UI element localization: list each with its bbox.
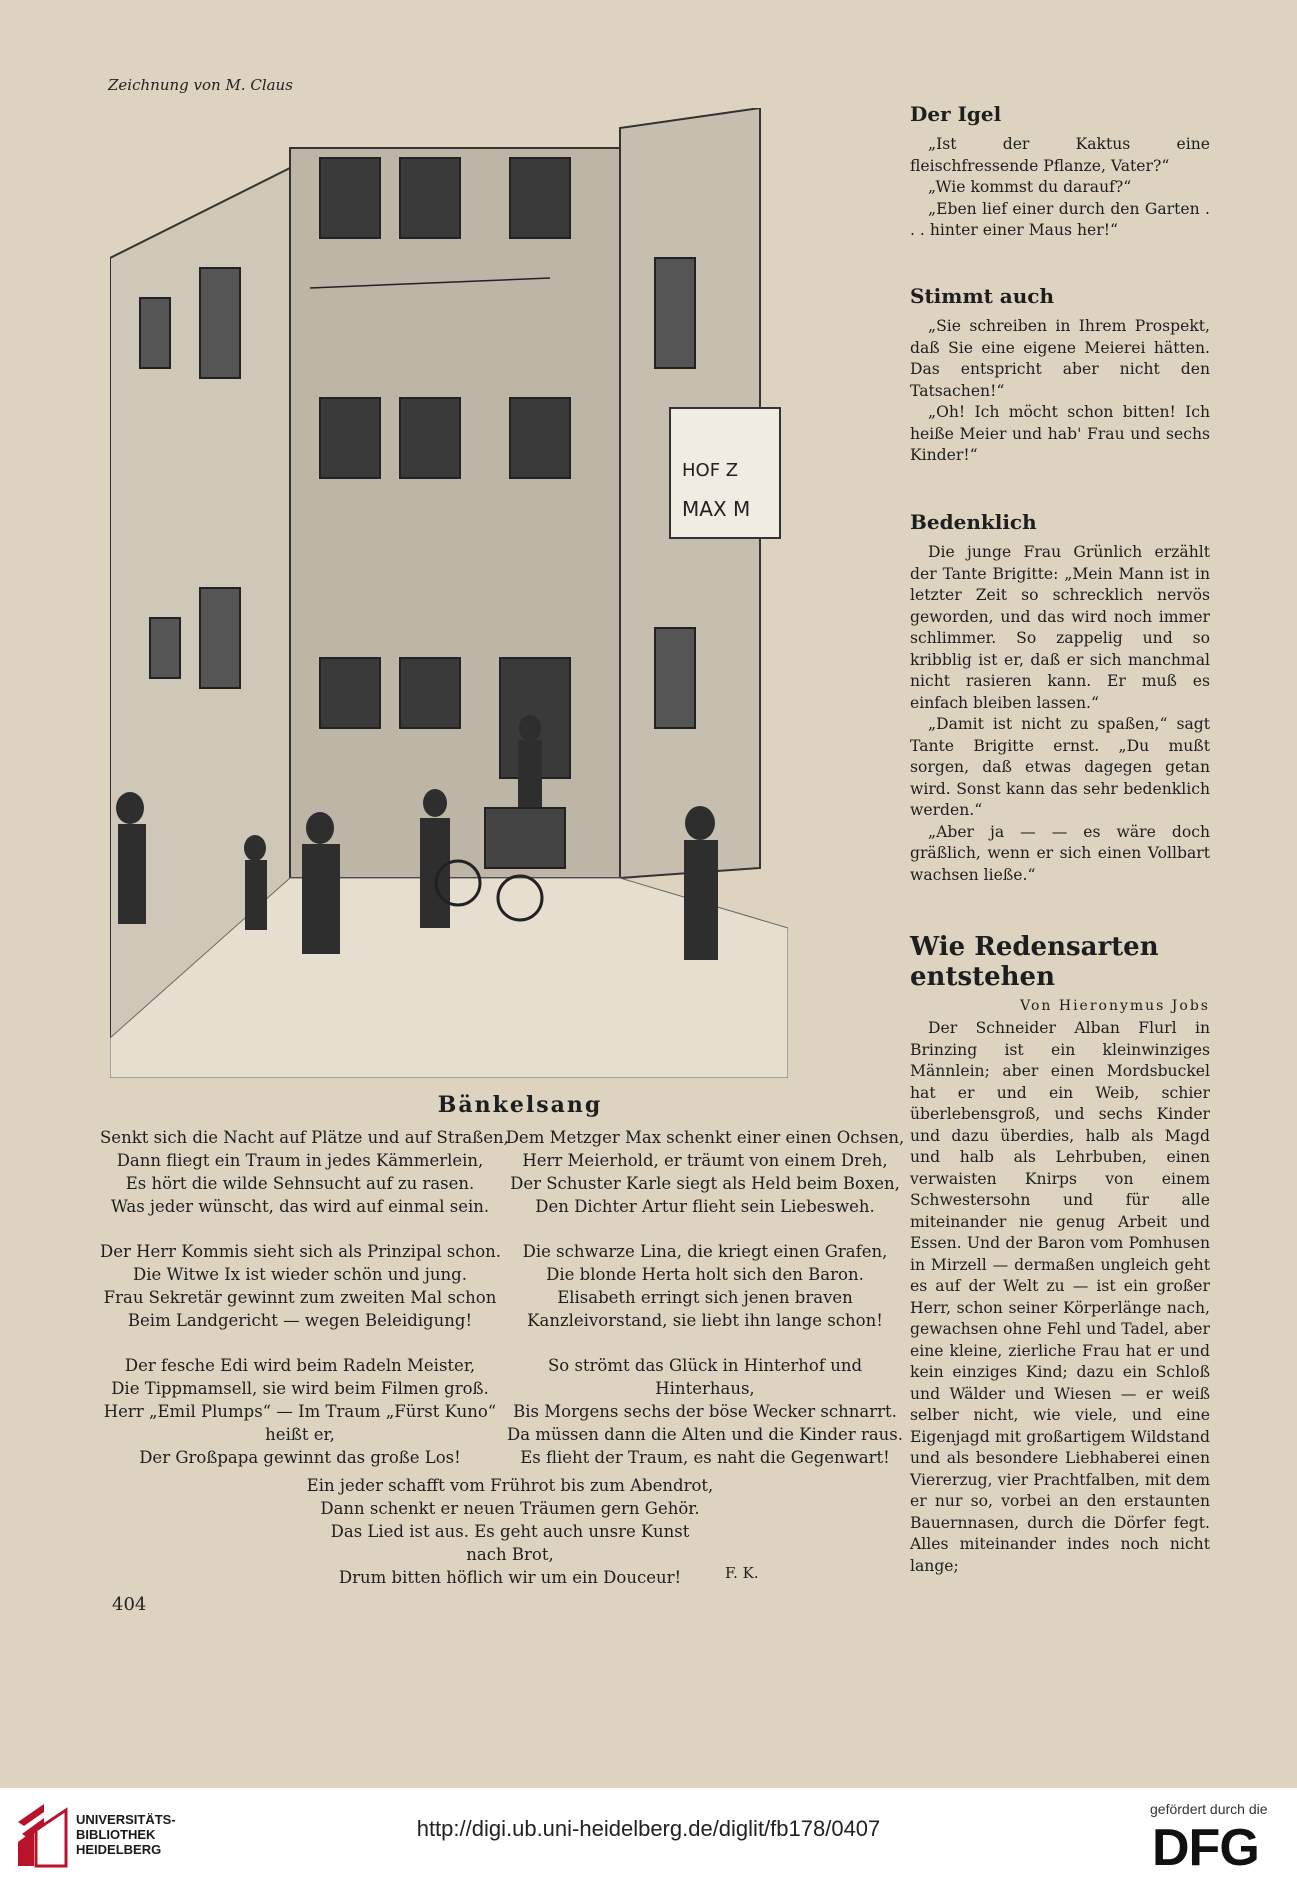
poem-line: Beim Landgericht — wegen Beleidigung! (127, 1311, 473, 1330)
dfg-logo: DFG (1152, 1819, 1259, 1877)
illustration-credit: Zeichnung von M. Claus (108, 76, 293, 94)
poem-author-initials: F. K. (725, 1564, 759, 1582)
poem-line: Die Witwe Ix ist wieder schön und jung. (133, 1265, 467, 1284)
poem-line: Herr „Emil Plumps“ — Im Traum „Fürst Kuno“ (103, 1402, 497, 1421)
stanza (100, 1126, 509, 1218)
poem-title: Bänkelsang (437, 1092, 603, 1118)
svg-text:HOF Z: HOF Z (682, 460, 739, 481)
poem-line: Das Lied ist aus. Es geht auch unsre Kunst (330, 1522, 690, 1541)
poem-line: Herr Meierhold, er träumt von einem Dreh, (522, 1151, 888, 1170)
paragraph: „Aber ja — — es wäre doch gräßlich, wenn er sich einen Vollbart wachsen ließe.“ (910, 822, 1210, 884)
stanza (505, 1354, 905, 1469)
poem-line: Dann fliegt ein Traum in jedes Kämmerlein, (116, 1151, 484, 1170)
svg-text:MAX M: MAX M (682, 497, 751, 521)
paragraph: „Oh! Ich möcht schon bitten! Ich heiße Meier und hab' Frau und sechs Kinder!“ (910, 403, 1210, 464)
poem-line: Bis Morgens sechs der böse Wecker schnarrt. (513, 1402, 897, 1421)
poem-line: So strömt das Glück in Hinterhof und (547, 1356, 863, 1375)
poem-line: nach Brot, (466, 1545, 554, 1564)
paragraph: „Wie kommst du darauf?“ (928, 178, 1132, 196)
poem-line: heißt er, (265, 1425, 335, 1444)
poem-line: Ein jeder schafft vom Frührot bis zum Abendrot, (306, 1476, 714, 1495)
poem-line: Der Schuster Karle siegt als Held beim Boxen, (510, 1174, 900, 1193)
paragraph: Die junge Frau Grünlich erzählt der Tante Brigitte: „Mein Mann ist in letzter Zeit so schrecklich nervös geworden, und das wird noch immer schlimmer. So zappelig und so kribblig ist er, daß er sich manchmal nicht rasieren kann. Er muß es einfach bleiben lassen.“ (910, 543, 1210, 712)
paragraph: „Ist der Kaktus eine fleischfressende Pflanze, Vater?“ (910, 135, 1210, 175)
institution-name: UNIVERSITÄTS- BIBLIOTHEK HEIDELBERG (76, 1812, 176, 1857)
poem-line: Den Dichter Artur flieht sein Liebesweh. (535, 1197, 875, 1216)
article-heading: Bedenklich (910, 510, 1037, 534)
poem-line: Die Tippmamsell, sie wird beim Filmen groß. (111, 1379, 489, 1398)
poem-line: Dem Metzger Max schenkt einer einen Ochsen, (505, 1128, 905, 1147)
stanza (100, 1240, 500, 1332)
paragraph: „Sie schreiben in Ihrem Prospekt, daß Sie eine eigene Meierei hätten. Das entspricht aber nicht den Tatsachen!“ (910, 317, 1210, 400)
poem-line: Da müssen dann die Alten und die Kinder raus. (506, 1425, 904, 1444)
poem-final-stanza (300, 1474, 720, 1589)
article-heading: Wie Redensarten entstehen (910, 932, 1159, 992)
poem-line: Es hört die wilde Sehnsucht auf zu rasen. (125, 1174, 475, 1193)
poem-line: Elisabeth erringt sich jenen braven (557, 1288, 853, 1307)
poem-line: Frau Sekretär gewinnt zum zweiten Mal schon (103, 1288, 497, 1307)
article-wie-redensarten-entstehen (910, 932, 1210, 1577)
poem-line: Kanzleivorstand, sie liebt ihn lange schon! (527, 1311, 883, 1330)
source-url-link[interactable]: http://digi.ub.uni-heidelberg.de/diglit/fb178/0407 (416, 1816, 881, 1841)
poem-line: Der fesche Edi wird beim Radeln Meister, (124, 1356, 476, 1375)
poem-line: Dann schenkt er neuen Träumen gern Gehör. (320, 1499, 700, 1518)
article-byline: Von Hieronymus Jobs (1020, 998, 1210, 1014)
poem-line: Es flieht der Traum, es naht die Gegenwart! (520, 1448, 890, 1467)
page-number: 404 (112, 1594, 147, 1615)
poem-line: Drum bitten höflich wir um ein Douceur! (338, 1568, 682, 1587)
poem-column-left (100, 1126, 509, 1491)
poem-line: Was jeder wünscht, das wird auf einmal sein. (110, 1197, 490, 1216)
funding-caption: gefördert durch die (1150, 1801, 1268, 1817)
poem-column-right (505, 1126, 905, 1491)
poem-line: Die blonde Herta holt sich den Baron. (546, 1265, 864, 1284)
poem-line: Der Großpapa gewinnt das große Los! (139, 1448, 461, 1467)
courtyard-illustration (110, 108, 788, 1078)
paragraph: Der Schneider Alban Flurl in Brinzing ist ein kleinwinziges Männlein; aber einen Mordsbuckel hat er und ein Weib, schier überlebensgroß, und sechs Kinder und dazu überdies, halb als Magd und halb als Lehrbuben, einen verwaisten Knirps von einem Schwestersohn und für alle miteinander nie genug Arbeit und Essen. Und der Baron vom Pomhusen in Mirzell — dermaßen ungleich geht es auf der Welt zu — ist ein großer Herr, schon seiner Körperlänge nach, gewachsen ohne Fehl und Tadel, aber eine kleine, zierliche Frau hat er und kein einziges Kind; dazu ein Schloß und Wälder und Wiesen — er weiß selber nicht, wie viele, und eine Eigenjagd mit großartigem Wildstand und als besondere Liebhaberei einen Viererzug, vier Prachtfalben, mit dem er nur so, vorbei an den erstaunten Bauernnasen, durch die Dörfer fegt. Alles miteinander indes noch nicht lange; (910, 1019, 1210, 1575)
article-heading: Stimmt auch (910, 284, 1055, 308)
article-heading: Der Igel (910, 102, 1002, 126)
paragraph: „Damit ist nicht zu spaßen,“ sagt Tante Brigitte ernst. „Du mußt sorgen, daß etwas dagegen getan wird. Sonst kann das sehr bedenklich werden.“ (910, 715, 1210, 819)
stanza (100, 1354, 500, 1469)
poem-line: Senkt sich die Nacht auf Plätze und auf Straßen, (100, 1128, 509, 1147)
stanza (505, 1126, 905, 1218)
article-stimmt-auch (910, 284, 1210, 467)
article-bedenklich (910, 510, 1210, 886)
article-der-igel (910, 102, 1210, 242)
poem-line: Der Herr Kommis sieht sich als Prinzipal schon. (100, 1242, 502, 1261)
stanza (505, 1240, 905, 1332)
poem-line: Die schwarze Lina, die kriegt einen Grafen, (522, 1242, 888, 1261)
paragraph: „Eben lief einer durch den Garten . . . hinter einer Maus her!“ (910, 199, 1210, 239)
poem-line: Hinterhaus, (655, 1379, 755, 1398)
